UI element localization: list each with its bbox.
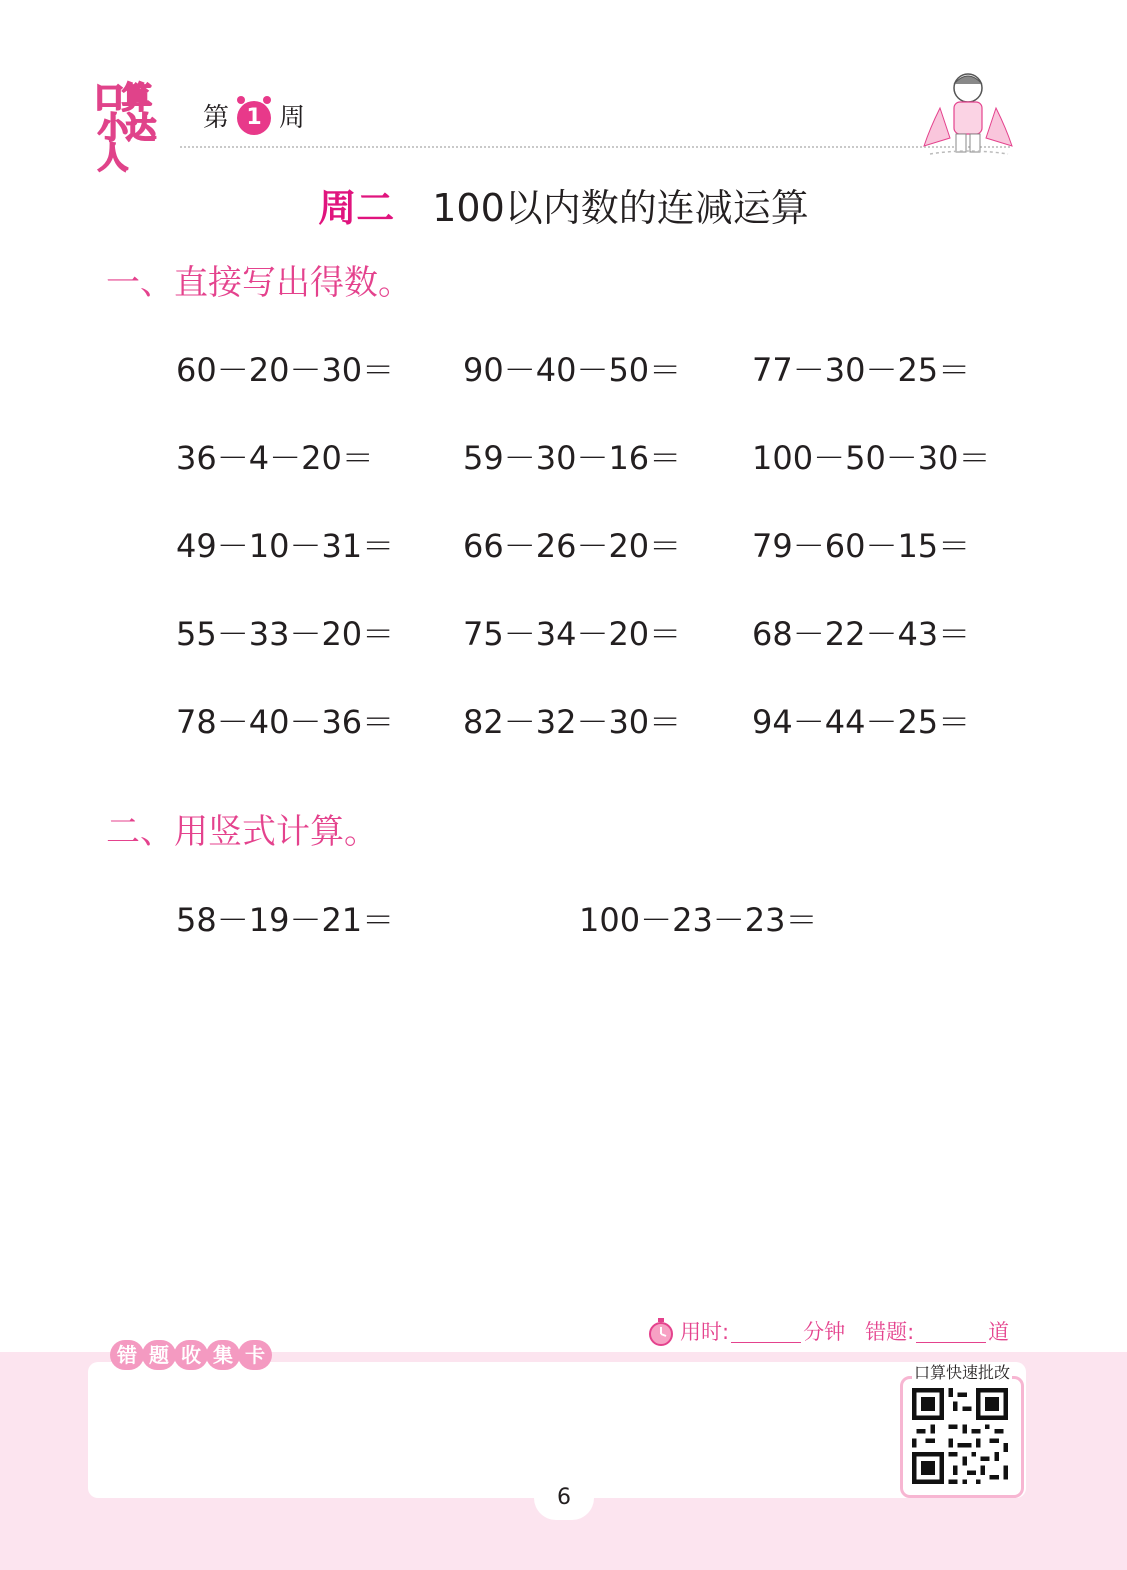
- problem: 77－30－25＝: [752, 351, 971, 389]
- vertical-calc-problem: 58－19－21＝: [176, 901, 395, 939]
- qr-code-icon[interactable]: [912, 1388, 1008, 1484]
- card-label-char: 错: [110, 1340, 144, 1370]
- qr-caption: 口算快速批改: [914, 1363, 1011, 1382]
- section-2-heading: 二、用竖式计算。: [106, 812, 378, 852]
- problem: 82－32－30＝: [463, 703, 682, 741]
- errors-unit: 道: [988, 1320, 1010, 1344]
- logo-line-2: 小达人: [98, 111, 154, 176]
- problem: 66－26－20＝: [463, 527, 682, 565]
- card-label-char: 集: [206, 1340, 240, 1370]
- superhero-mascot-icon: [920, 68, 1016, 160]
- errors-input-line[interactable]: [916, 1322, 986, 1343]
- problem: 60－20－30＝: [176, 351, 395, 389]
- problem: 36－4－20＝: [176, 439, 374, 477]
- problem: 78－40－36＝: [176, 703, 395, 741]
- page-title: [0, 182, 1127, 234]
- problem: 90－40－50＝: [463, 351, 682, 389]
- week-prefix: 第: [203, 103, 230, 133]
- time-unit: 分钟: [803, 1320, 846, 1344]
- title-day: 周二: [318, 186, 395, 230]
- stopwatch-icon: [648, 1317, 674, 1347]
- title-topic: 100以内数的连减运算: [432, 186, 809, 230]
- timing-record: [648, 1316, 1009, 1348]
- time-input-line[interactable]: [731, 1322, 801, 1343]
- problem: 49－10－31＝: [176, 527, 395, 565]
- errors-label: 错题:: [865, 1320, 915, 1344]
- card-label-char: 收: [174, 1340, 208, 1370]
- section-1-heading: 一、直接写出得数。: [106, 263, 412, 303]
- problem: 55－33－20＝: [176, 615, 395, 653]
- problem: 75－34－20＝: [463, 615, 682, 653]
- logo-line-1: 口算: [94, 81, 150, 116]
- week-number-badge: 1: [237, 101, 271, 135]
- vertical-calc-problem: 100－23－23＝: [579, 901, 818, 939]
- brand-logo: [94, 81, 180, 176]
- problem: 100－50－30＝: [752, 439, 991, 477]
- page-number: 6: [534, 1476, 594, 1520]
- week-indicator: [203, 100, 305, 136]
- problem: 79－60－15＝: [752, 527, 971, 565]
- problem: 68－22－43＝: [752, 615, 971, 653]
- problem: 59－30－16＝: [463, 439, 682, 477]
- card-label-char: 题: [142, 1340, 176, 1370]
- header-divider: [180, 146, 1010, 148]
- week-suffix: 周: [279, 103, 306, 133]
- problem: 94－44－25＝: [752, 703, 971, 741]
- card-label-char: 卡: [238, 1340, 272, 1370]
- error-card-label: [112, 1340, 272, 1370]
- time-label: 用时:: [680, 1320, 730, 1344]
